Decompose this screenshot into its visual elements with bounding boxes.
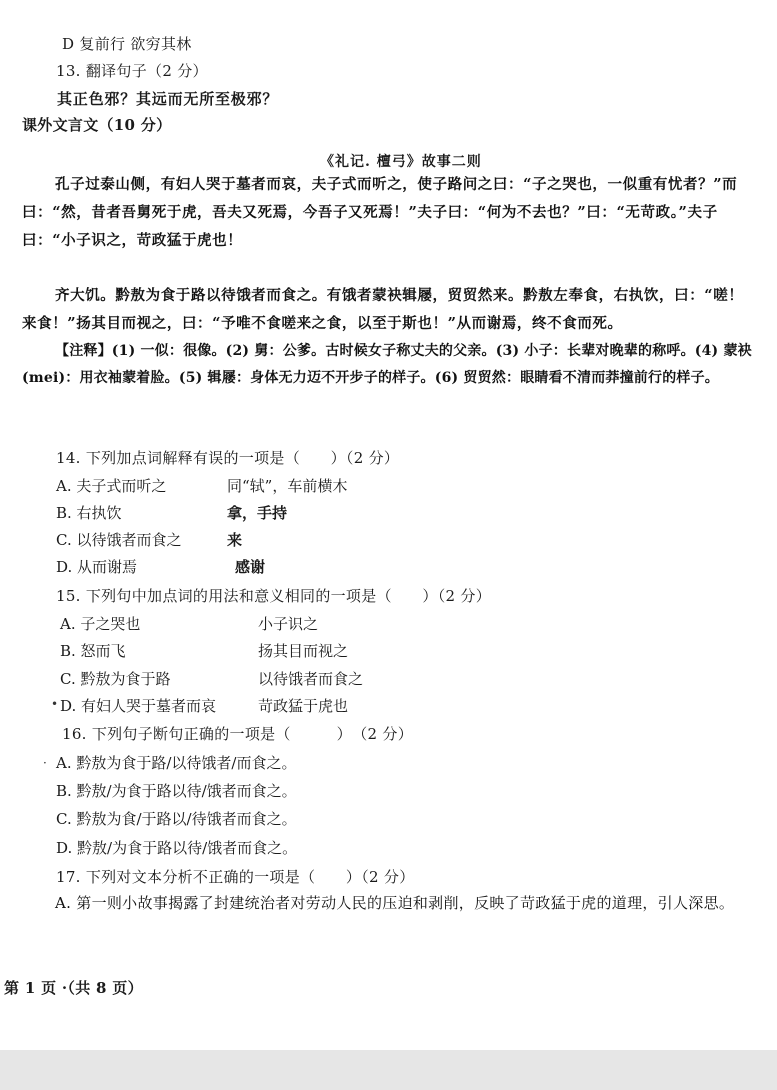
scan-mark: · [43,756,47,770]
q16-option-c: C. 黔敖为食/于路以/待饿者而食之。 [56,810,297,828]
q15-title: 15. 下列句中加点词的用法和意义相同的一项是（ ）（2 分） [56,587,492,605]
q14-option-d: D. 从而谢焉 [56,558,138,576]
q15-option-d: D. 有妇人哭于墓者而哀 [60,697,217,715]
story-two: 齐大饥。黔敖为食于路以待饿者而食之。有饿者蒙袂辑屦，贸贸然来。黔敖左奉食，右执饮，曰：“嗟！来食！”扬其目而视之，曰：“予唯不食嗟来之食，以至于斯也！”从而谢焉，终不食而死。 [22,287,744,332]
story-one: 孔子过泰山侧，有妇人哭于墓者而哀，夫子式而听之，使子路问之曰：“子之哭也，一似重有忧者？”而曰：“然，昔者吾舅死于虎，吾夫又死焉，今吾子又死焉！”夫子曰：“何为不去也？”曰：“无苛政。”夫子曰：“小子识之，苛政猛于虎也！ [22,176,738,249]
q14-option-b: B. 右执饮 [56,504,122,522]
q16-option-a: A. 黔敖为食于路/以待饿者/而食之。 [56,754,297,772]
q13-title: 13. 翻译句子（2 分） [56,62,208,80]
q14-option-d-meaning: 感谢 [235,558,266,576]
viewer-bottom-bar [0,1050,777,1090]
prev-option-d: D 复前行 欲穷其林 [62,35,192,53]
q14-option-c: C. 以待饿者而食之 [56,531,182,549]
q16-title: 16. 下列句子断句正确的一项是（ ） （2 分） [62,725,414,743]
q14-option-b-meaning: 拿，手持 [227,504,288,522]
q14-option-a: A. 夫子式而听之 [56,477,167,495]
q15-option-c-pair: 以待饿者而食之 [258,670,364,688]
section-heading: 课外文言文（10 分） [22,116,172,134]
q14-option-c-meaning: 来 [227,531,243,549]
page-footer: 第 1 页 ·（共 8 页） [4,979,143,997]
passage-title: 《礼记. 檀弓》故事二则 [320,154,482,170]
annotations: 【注释】(1) 一似：很像。(2) 舅：公爹。古时候女子称丈夫的父亲。(3) 小子：长辈对晚辈的称呼。(4) 蒙袂(mei)：用衣袖蒙着脸。(5) 辑屦：身体无力迈不开步子的样子。(6) 贸贸然：眼睛看不清而莽撞前行的样子。 [22,343,752,386]
q15-option-b-pair: 扬其目而视之 [258,642,349,660]
q15-option-c: C. 黔敖为食于路 [60,670,171,688]
q15-option-d-pair: 苛政猛于虎也 [258,697,349,715]
q16-option-d: D. 黔敖/为食于路以待/饿者而食之。 [56,839,298,857]
q17-title: 17. 下列对文本分析不正确的一项是（ ）（2 分） [56,868,415,886]
q14-title: 14. 下列加点词解释有误的一项是（ ）（2 分） [56,449,400,467]
q15-option-a: A. 子之哭也 [60,615,141,633]
q14-option-a-meaning: 同“轼”，车前横木 [227,477,348,495]
q13-sentence: 其正色邪？其远而无所至极邪？ [57,90,279,108]
q15-option-a-pair: 小子识之 [258,615,319,633]
q15-option-b: B. 怒而飞 [60,642,126,660]
q17-option-a: A. 第一则小故事揭露了封建统治者对劳动人民的压迫和剥削，反映了苛政猛于虎的道理，引人深思。 [55,894,735,912]
scan-mark: • [51,697,59,711]
q16-option-b: B. 黔敖/为食于路以待/饿者而食之。 [56,782,297,800]
